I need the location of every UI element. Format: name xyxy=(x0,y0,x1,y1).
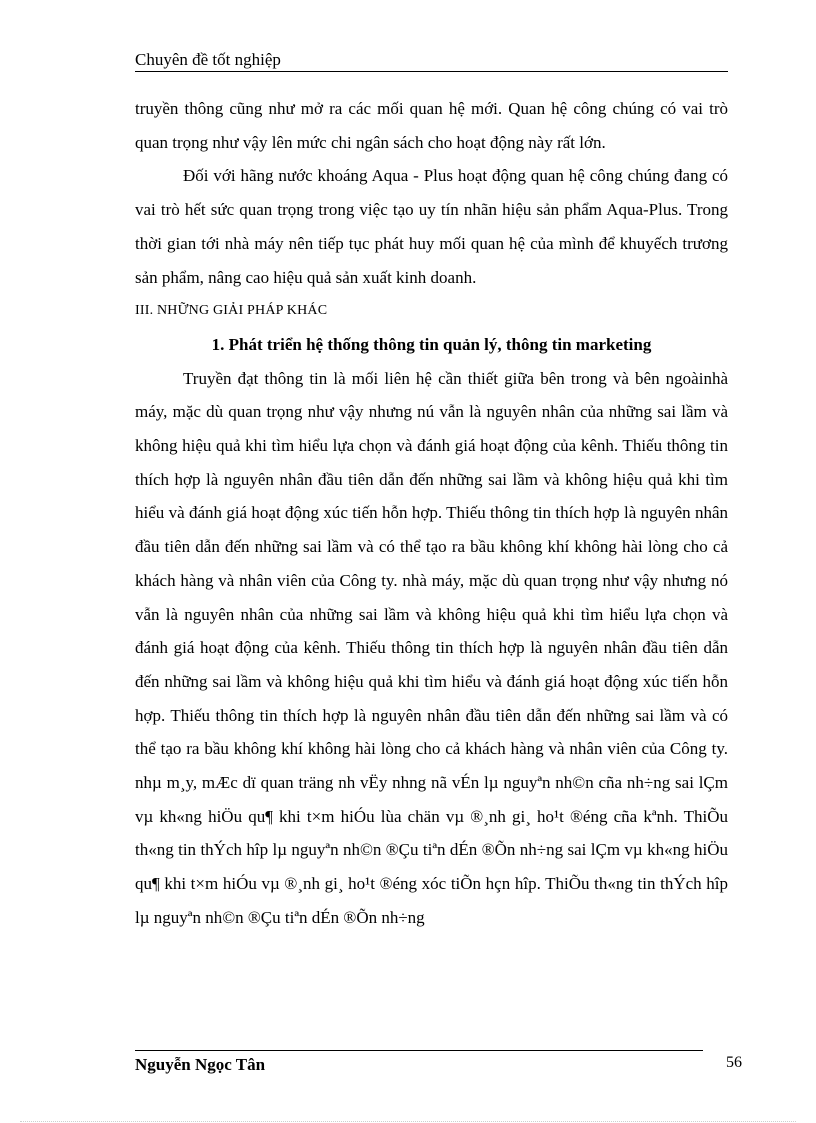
page-number: 56 xyxy=(726,1054,742,1071)
page-header-title: Chuyên đề tốt nghiệp xyxy=(135,50,281,69)
footer-author: Nguyễn Ngọc Tân xyxy=(135,1055,266,1074)
paragraph-1: truyền thông cũng như mở ra các mối quan hệ mới. Quan hệ công chúng có vai trò quan trọng như vậy lên mức chi ngân sách cho hoạt động này rất lớn. xyxy=(135,99,728,152)
paragraph-2: Đối với hãng nước khoáng Aqua - Plus hoạt động quan hệ công chúng đang có vai trò hết sức quan trọng trong việc tạo uy tín nhãn hiệu sản phẩm Aqua-Plus. Trong thời gian tới nhà máy nên tiếp tục phát huy mối quan hệ của mình để khuyếch trương sản phẩm, nâng cao hiệu quả sản xuất kinh doanh. xyxy=(135,166,728,287)
paragraph-3: Truyền đạt thông tin là mối liên hệ cần thiết giữa bên trong và bên ngoàinhà máy, mặc dù quan trọng như vậy nhưng nú vẫn là nguyên nhân của những sai lầm và không hiệu quả khi tìm hiểu lựa chọn và đánh giá hoạt động của kênh. Thiếu thông tin thích hợp là nguyên nhân đầu tiên dẫn đến những sai lầm và không hiệu quả khi tìm hiểu và đánh giá hoạt động xúc tiến hỗn hợp. Thiếu thông tin thích hợp là nguyên nhân đầu tiên dẫn đến những sai lầm và có thể tạo ra bầu không khí không hài lòng cho cả khách hàng và nhân viên của Công ty. nhà máy, mặc dù quan trọng như vậy nhưng nó vẫn là nguyên nhân của những sai lầm và không hiệu quả khi tìm hiểu lựa chọn và đánh giá hoạt động của kênh. Thiếu thông tin thích hợp là nguyên nhân đầu tiên dẫn đến những sai lầm và không hiệu quả khi tìm hiểu và đánh giá hoạt động xúc tiến hỗn hợp. Thiếu thông tin thích hợp là nguyên nhân đầu tiên dẫn đến những sai lầm và có thể tạo ra bầu không khí không hài lòng cho cả khách hàng và nhân viên của Công ty. nhµ m¸y, mÆc dï quan träng nh vËy nhng nã vÉn lµ nguyªn nh©n cña nh÷ng sai lÇm vµ kh«ng hiÖu qu¶ khi t×m hiÓu lùa chän vµ ®¸nh gi¸ ho¹t ®éng cña kªnh. ThiÕu th«ng tin thÝch hîp lµ nguyªn nh©n ®Çu tiªn dÉn ®Õn nh÷ng sai lÇm vµ kh«ng hiÖu qu¶ khi t×m hiÓu vµ ®¸nh gi¸ ho¹t ®éng xóc tiÕn hçn hîp. ThiÕu th«ng tin thÝch hîp lµ nguyªn nh©n ®Çu tiªn dÉn ®Õn nh÷ng xyxy=(135,368,728,927)
section-title: III. NHỮNG GIẢI PHÁP KHÁC xyxy=(135,303,328,319)
subsection-title: 1. Phát triển hệ thống thông tin quản lý, thông tin marketing xyxy=(211,334,652,354)
page-bottom-dotted-edge xyxy=(20,1121,796,1122)
footer-rule xyxy=(135,1050,703,1051)
document-body xyxy=(135,92,728,935)
header-rule xyxy=(135,71,728,72)
